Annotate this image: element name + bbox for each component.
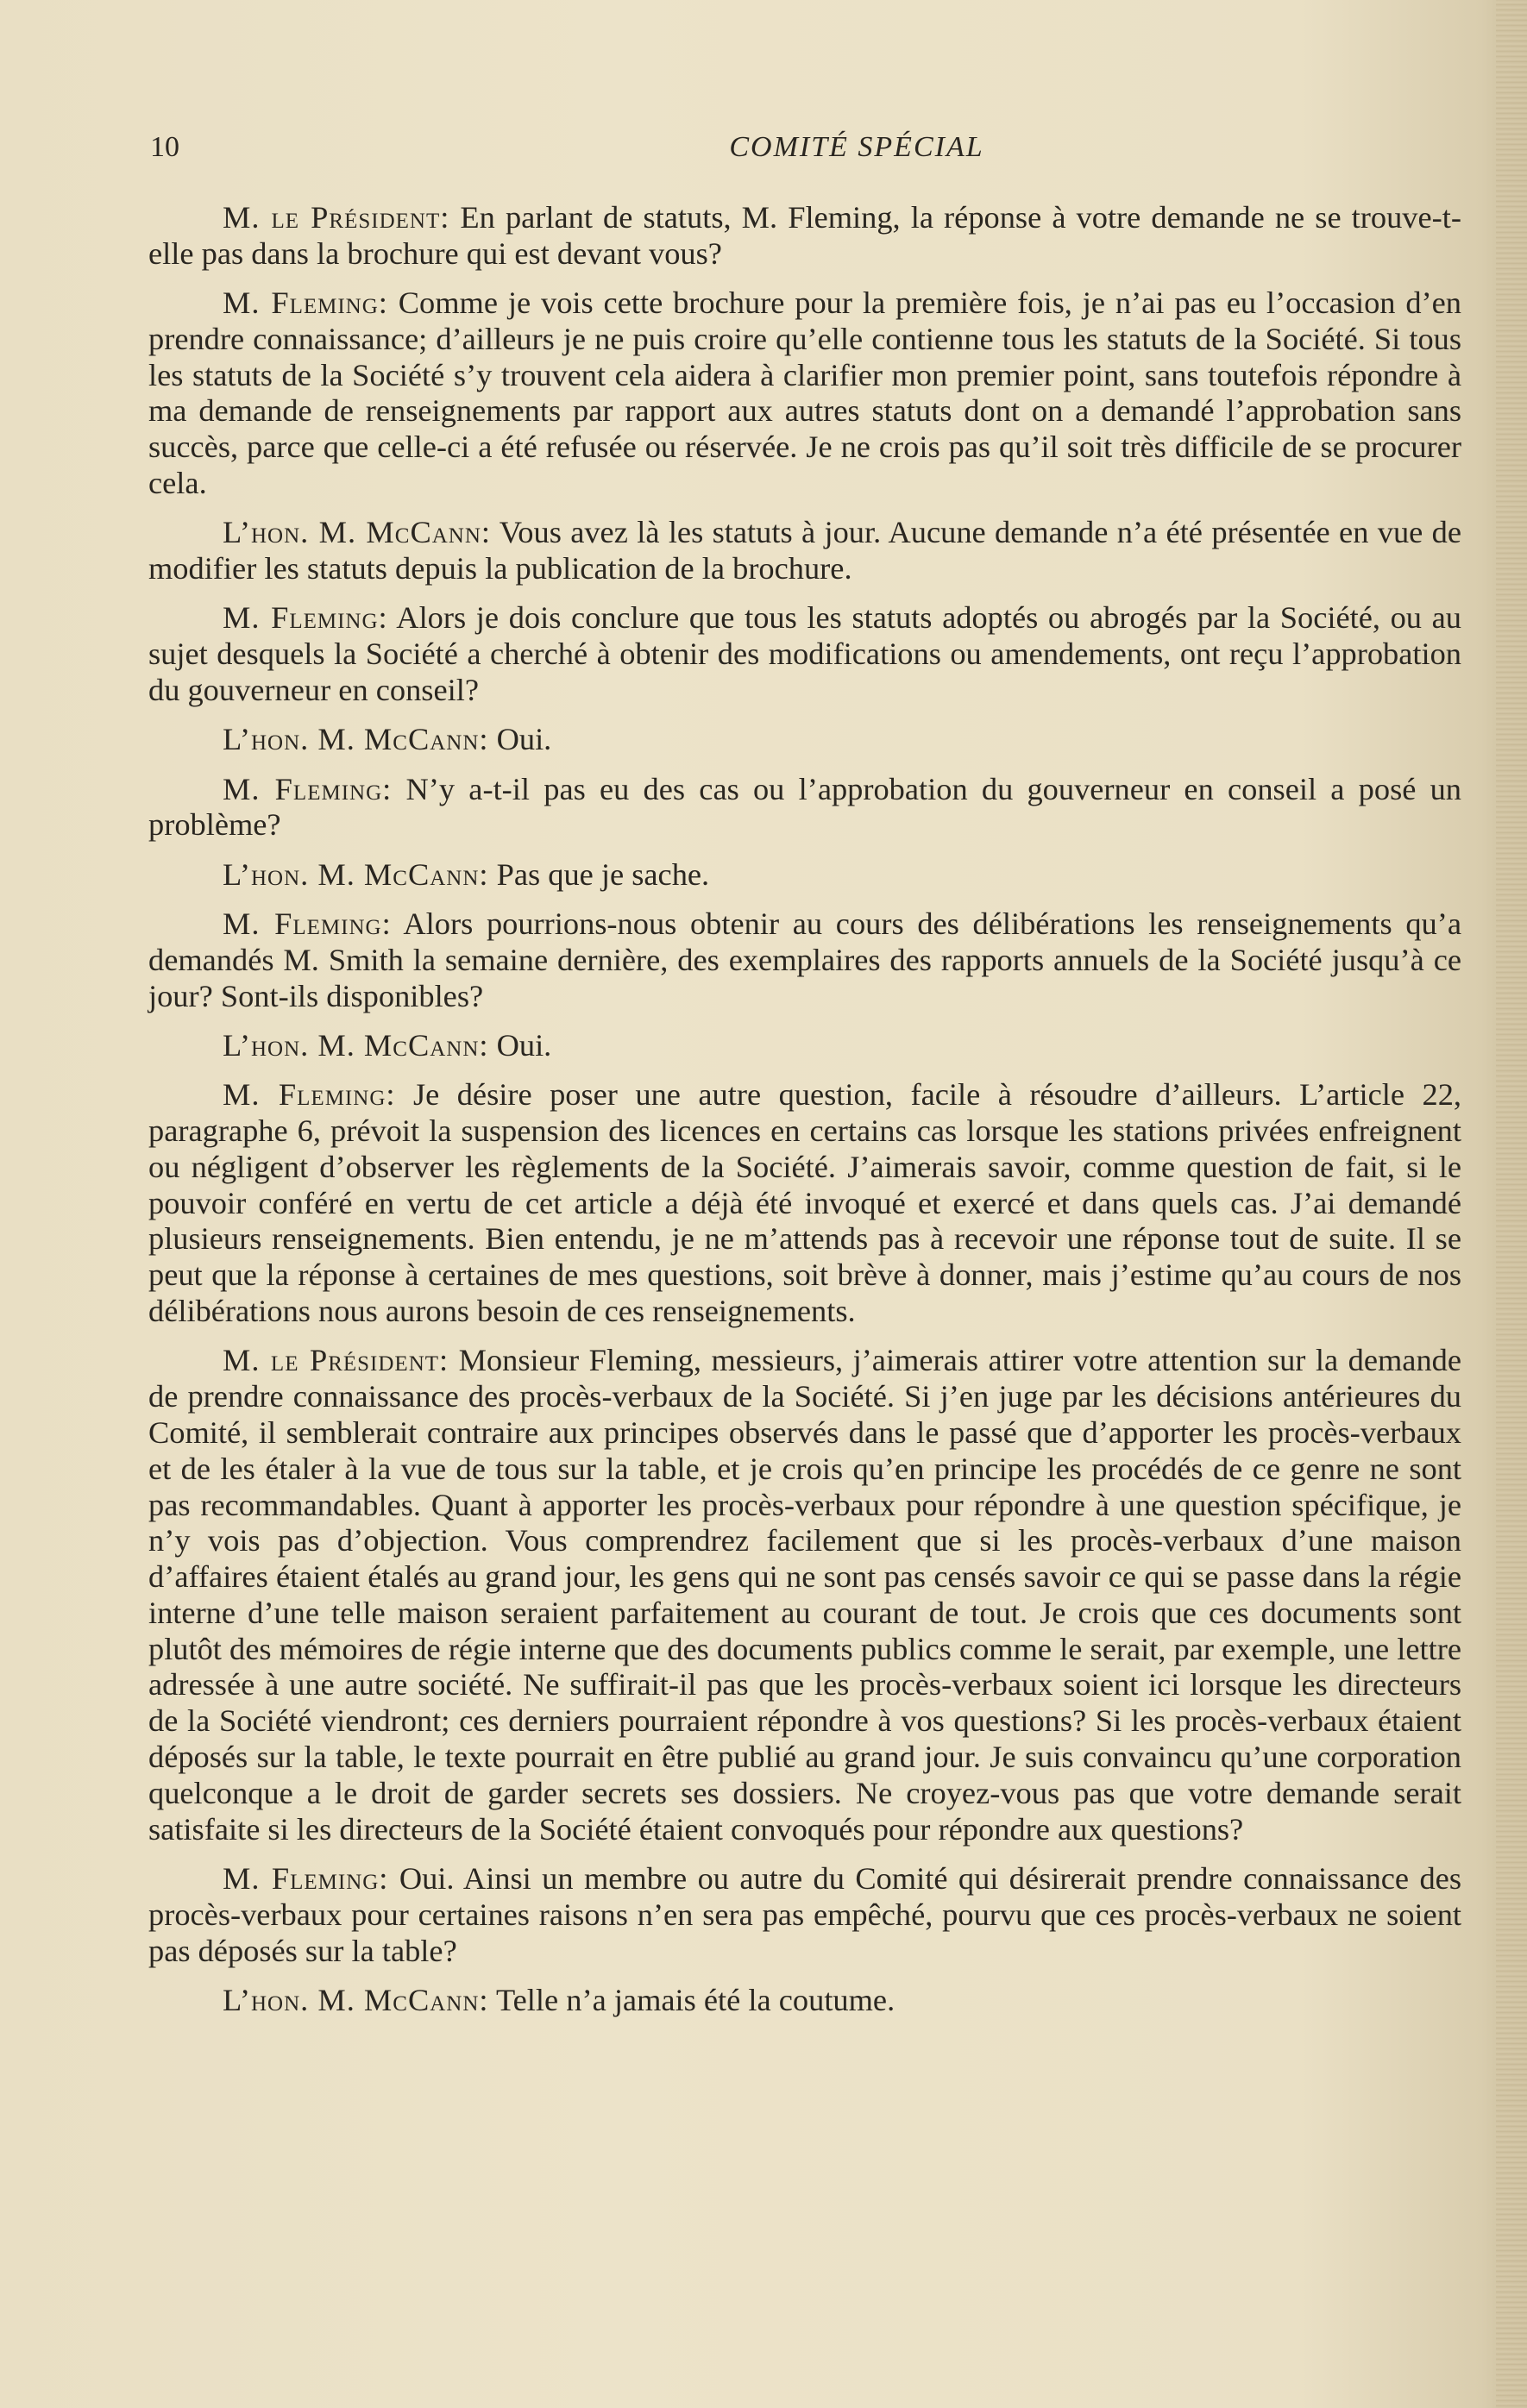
paragraph-text: Oui. Ainsi un membre ou autre du Comité qui désirerait prendre connaissance des procès-verbaux pour certaines raisons n’en sera pas empêché, pourvu que ces procès-verbaux ne soient pas déposés sur la table? xyxy=(148,1860,1461,1968)
page-edge xyxy=(1496,0,1527,2408)
speaker-name: L’hon. M. McCann: xyxy=(223,856,489,892)
speaker-name: M. Fleming: xyxy=(223,771,393,806)
running-title: COMITÉ SPÉCIAL xyxy=(729,131,984,163)
paragraph xyxy=(148,1028,1461,1064)
speaker-name: M. Fleming: xyxy=(223,600,388,636)
paragraph-text: Alors je dois conclure que tous les statuts adoptés ou abrogés par la Société, ou au sujet desquels la Société a cherché à obtenir des modifications ou amendements, ont reçu l’approbation du gouverneur en conseil? xyxy=(148,600,1461,708)
paragraph-text: Monsieur Fleming, messieurs, j’aimerais attirer votre attention sur la demande de prendre connaissance des procès-verbaux de la Société. Si j’en juge par les décisions antérieures du Comité, il semblerait contraire aux principes observés dans le passé que d’apporter les procès-verbaux et de les étaler à la vue de tous sur la table, et je crois qu’en principe les procédés de ce genre ne sont pas recommandables. Quant à apporter les procès-verbaux pour répondre à une question spécifique, je n’y vois pas d’objection. Vous comprendrez facilement que si les procès-verbaux d’une maison d’affaires étaient étalés au grand jour, les gens qui ne sont pas censés savoir ce qui se passe dans la régie interne d’une telle maison seraient parfaitement au courant de tout. Je crois que ces documents sont plutôt des mémoires de régie interne que des documents publics comme le serait, par exemple, une lettre adressée à une autre société. Ne suffirait-il pas que les procès-verbaux soient ici lorsque les directeurs de la Société viendront; ces derniers pourraient répondre à vos questions? Si les procès-verbaux étaient déposés sur la table, le texte pourrait en être publié au grand jour. Je suis convaincu qu’une corporation quelconque a le droit de garder secrets ses dossiers. Ne croyez-vous pas que votre demande serait satisfaite si les directeurs de la Société étaient convoqués pour répondre aux questions? xyxy=(148,1343,1461,1847)
speaker-name: M. Fleming: xyxy=(223,906,392,942)
paragraph xyxy=(148,722,1461,758)
speaker-name: L’hon. M. McCann: xyxy=(223,1982,489,2017)
paragraph xyxy=(148,1983,1461,2019)
paragraph xyxy=(148,1861,1461,1969)
paragraph xyxy=(148,285,1461,502)
paragraph-text: Alors pourrions-nous obtenir au cours des délibérations les renseignements qu’a demandés M. Smith la semaine dernière, des exemplaires des rapports annuels de la Société jusqu’à ce jour? Sont-ils disponibles? xyxy=(148,906,1461,1013)
paragraph-text: Vous avez là les statuts à jour. Aucune demande n’a été présentée en vue de modifier les statuts depuis la publication de la brochure. xyxy=(148,515,1461,586)
speaker-name: L’hon. M. McCann: xyxy=(223,515,492,550)
paragraph xyxy=(148,772,1461,844)
paragraph-text: N’y a-t-il pas eu des cas ou l’approbation du gouverneur en conseil a posé un problème? xyxy=(148,771,1462,843)
page-body xyxy=(148,200,1461,2032)
paragraph-text: Telle n’a jamais été la coutume. xyxy=(488,1982,895,2017)
paragraph-text: Pas que je sache. xyxy=(488,856,710,892)
speaker-name: M. Fleming: xyxy=(223,1860,389,1896)
paragraph xyxy=(148,600,1461,708)
speaker-name: M. le Président: xyxy=(223,200,450,235)
speaker-name: M. Fleming: xyxy=(223,285,388,321)
paragraph xyxy=(148,515,1461,587)
paragraph-text: Oui. xyxy=(488,1027,552,1063)
paragraph xyxy=(148,1343,1461,1847)
paragraph-text: En parlant de statuts, M. Fleming, la réponse à votre demande ne se trouve-t-elle pas dans la brochure qui est devant vous? xyxy=(148,200,1461,271)
speaker-name: M. le Président: xyxy=(223,1343,449,1378)
paragraph-text: Comme je vois cette brochure pour la première fois, je n’ai pas eu l’occasion d’en prendre connaissance; d’ailleurs je ne puis croire qu’elle contienne tous les statuts de la Société. Si tous les statuts de la Société s’y trouvent cela aidera à clarifier mon premier point, sans toutefois répondre à ma demande de renseignements par rapport aux autres statuts dont on a demandé l’approbation sans succès, parce que celle-ci a été refusée ou réservée. Je ne crois pas qu’il soit très difficile de se procurer cela. xyxy=(148,285,1461,501)
page-header xyxy=(150,128,1460,167)
paragraph xyxy=(148,857,1461,894)
paragraph xyxy=(148,1077,1461,1330)
speaker-name: L’hon. M. McCann: xyxy=(223,1027,489,1063)
paragraph-text: Je désire poser une autre question, facile à résoudre d’ailleurs. L’article 22, paragraphe 6, prévoit la suspension des licences en certains cas lorsque les stations privées enfreignent ou négligent d’observer les règlements de la Société. J’aimerais savoir, comme question de fait, si le pouvoir conféré en vertu de cet article a déjà été invoqué et exercé et dans quels cas. J’ai demandé plusieurs renseignements. Bien entendu, je ne m’attends pas à recevoir une réponse tout de suite. Il se peut que la réponse à certaines de mes questions, soit brève à donner, mais j’estime qu’au cours de nos délibérations nous aurons besoin de ces renseignements. xyxy=(148,1077,1461,1329)
speaker-name: L’hon. M. McCann: xyxy=(223,722,489,757)
paragraph xyxy=(148,906,1461,1014)
page-number: 10 xyxy=(150,131,179,163)
paragraph-text: Oui. xyxy=(488,722,552,757)
paragraph xyxy=(148,200,1461,273)
speaker-name: M. Fleming: xyxy=(223,1077,396,1113)
